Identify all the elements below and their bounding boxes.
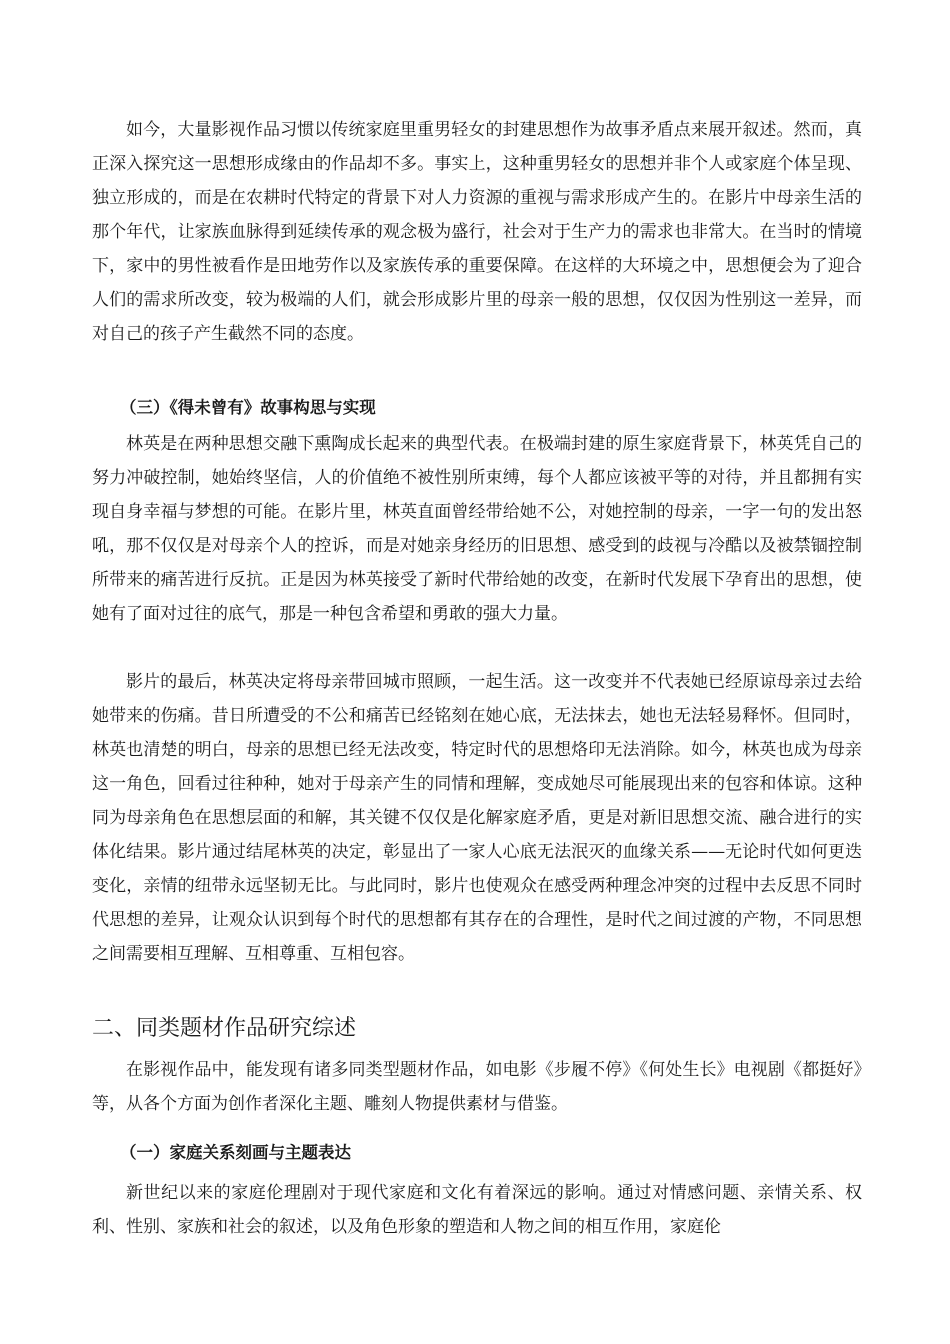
paragraph-similar-works: 在影视作品中，能发现有诸多同类型题材作品，如电影《步履不停》《何处生长》电视剧《都挺好》等，从各个方面为创作者深化主题、雕刻人物提供素材与借鉴。 [92,1060,862,1114]
paragraph-linying-intro: 林英是在两种思想交融下熏陶成长起来的典型代表。在极端封建的原生家庭背景下，林英凭自己的努力冲破控制，她始终坚信，人的价值绝不被性别所束缚，每个人都应该被平等的对待，并且都拥有实现自身幸福与梦想的可能。在影片里，林英直面曾经带给她不公，对她控制的母亲，一字一句的发出怒吼，那不仅仅是对母亲个人的控诉，而是对她亲身经历的旧思想、感受到的歧视与冷酷以及被禁锢控制所带来的痛苦进行反抗。正是因为林英接受了新时代带给她的改变，在新时代发展下孕育出的思想，使她有了面对过往的底气，那是一种包含希望和勇敢的强大力量。 [92,434,862,624]
heading-similar-works-review: 二、同类题材作品研究综述 [92,1016,357,1041]
heading-family-relations: （一）家庭关系刻画与主题表达 [120,1143,351,1162]
paragraph-family-drama: 新世纪以来的家庭伦理剧对于现代家庭和文化有着深远的影响。通过对情感问题、亲情关系、权利、性别、家族和社会的叙述，以及角色形象的塑造和人物之间的相互作用，家庭伦 [92,1183,862,1237]
paragraph-traditional-bias: 如今，大量影视作品习惯以传统家庭里重男轻女的封建思想作为故事矛盾点来展开叙述。然而，真正深入探究这一思想形成缘由的作品却不多。事实上，这种重男轻女的思想并非个人或家庭个体呈现、独立形成的，而是在农耕时代特定的背景下对人力资源的重视与需求形成产生的。在影片中母亲生活的那个年代，让家族血脉得到延续传承的观念极为盛行，社会对于生产力的需求也非常大。在当时的情境下，家中的男性被看作是田地劳作以及家族传承的重要保障。在这样的大环境之中，思想便会为了迎合人们的需求所改变，较为极端的人们，就会形成影片里的母亲一般的思想，仅仅因为性别这一差异，而对自己的孩子产生截然不同的态度。 [92,120,862,344]
paragraph-film-ending: 影片的最后，林英决定将母亲带回城市照顾，一起生活。这一改变并不代表她已经原谅母亲过去给她带来的伤痛。昔日所遭受的不公和痛苦已经铭刻在她心底，无法抹去，她也无法轻易释怀。但同时，林英也清楚的明白，母亲的思想已经无法改变，特定时代的思想烙印无法消除。如今，林英也成为母亲这一角色，回看过往种种，她对于母亲产生的同情和理解，变成她尽可能展现出来的包容和体谅。这种同为母亲角色在思想层面的和解，其关键不仅仅是化解家庭矛盾，更是对新旧思想交流、融合进行的实体化结果。影片通过结尾林英的决定，彰显出了一家人心底无法泯灭的血缘关系——无论时代如何更迭变化，亲情的纽带永远坚韧无比。与此同时，影片也使观众在感受两种理念冲突的过程中去反思不同时代思想的差异，让观众认识到每个时代的思想都有其存在的合理性，是时代之间过渡的产物，不同思想之间需要相互理解、互相尊重、互相包容。 [92,672,862,964]
heading-story-concept: （三）《得未曾有》故事构思与实现 [120,398,376,417]
